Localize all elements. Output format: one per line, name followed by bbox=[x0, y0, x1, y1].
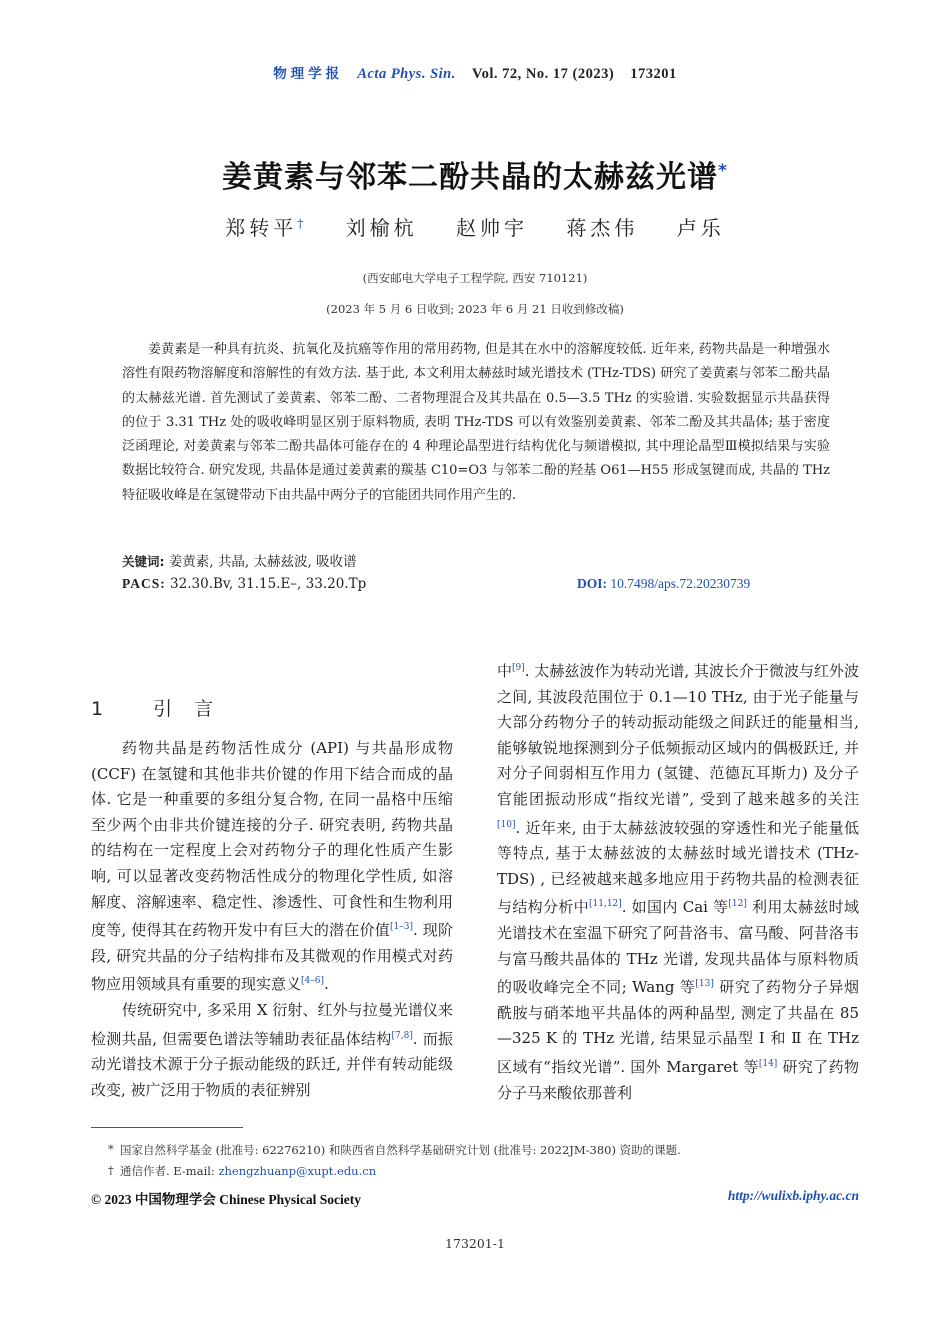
paragraph: 药物共晶是药物活性成分 (API) 与共晶形成物 (CCF) 在氢键和其他非共价键的作用下结合而成的晶体. 它是一种重要的多组分复合物, 在同一晶格中压缩至少两个由非共价键连接的分子. 研究表明, 药物共晶的结构在一定程度上会对药物分子的理化性质产生影响, 可以显著改变药物活性成分的物理化学性质, 如溶解度、溶解速率、稳定性、渗透性、可食性和生物利用度等, 使得其在药物开发中有巨大的潜在价值[1–3]. 现阶段, 研究共晶的分子结构排布及其微观的作用模式对药物应用领域具有重要的现实意义[4–6]. bbox=[91, 739, 453, 994]
keywords-label: 关键词: bbox=[122, 554, 165, 569]
paper-title-text: 姜黄素与邻苯二酚共晶的太赫兹光谱 bbox=[222, 160, 719, 195]
keywords-text: 姜黄素, 共晶, 太赫兹波, 吸收谱 bbox=[168, 554, 357, 570]
section-number: 1 bbox=[91, 698, 126, 720]
paragraph: 传统研究中, 多采用 X 衍射、红外与拉曼光谱仪来检测共晶, 但需要色谱法等辅助表征晶体结构[7,8]. 而振动光谱技术源于分子振动能级的跃迁, 并伴有转动能级改变, 被广泛用于物质的表征辨别 bbox=[91, 1000, 453, 1099]
affiliation: (西安邮电大学电子工程学院, 西安 710121) bbox=[362, 271, 588, 285]
footnote-text: 国家自然科学基金 (批准号: 62276210) 和陕西省自然科学基础研究计划 (批准号: 2022JM-380) 资助的课题. bbox=[120, 1143, 681, 1157]
corresponding-mark: † bbox=[297, 216, 308, 231]
citation-link[interactable]: [9] bbox=[512, 663, 525, 673]
title-footnote-mark: * bbox=[718, 161, 728, 181]
page-number: 173201-1 bbox=[445, 1236, 505, 1251]
author-list bbox=[0, 212, 950, 241]
pacs-label: PACS: bbox=[122, 576, 166, 591]
footnote-mark: † bbox=[108, 1163, 114, 1177]
citation-link[interactable]: [4–6] bbox=[301, 976, 324, 987]
pacs-text: 32.30.Bv, 31.15.E–, 33.20.Tp bbox=[170, 576, 367, 592]
doi-label: DOI: bbox=[577, 576, 607, 591]
section-title: 引言 bbox=[153, 698, 236, 720]
citation-link[interactable]: [7,8] bbox=[391, 1030, 413, 1041]
section-heading bbox=[91, 694, 235, 721]
paper-title bbox=[0, 152, 950, 196]
journal-name-cn: 物理学报 bbox=[273, 66, 344, 82]
received-dates: (2023 年 5 月 6 日收到; 2023 年 6 月 21 日收到修改稿) bbox=[326, 302, 624, 316]
article-number: 173201 bbox=[630, 66, 677, 82]
author: 蒋杰伟 bbox=[566, 216, 639, 240]
right-column bbox=[497, 656, 859, 1106]
citation-link[interactable]: [1–3] bbox=[390, 922, 413, 933]
abstract: 姜黄素是一种具有抗炎、抗氧化及抗癌等作用的常用药物, 但是其在水中的溶解度较低. 近年来, 药物共晶是一种增强水溶性有限药物溶解度和溶解性的有效方法. 基于此, 本文利用太赫兹时域光谱技术 (THz-TDS) 研究了姜黄素与邻苯二酚共晶的太赫兹光谱. 首先测试了姜黄素、邻苯二酚、二者物理混合及其共晶在 0.5—3.5 THz 的实验谱. 实验数据显示共晶获得的位于 3.31 THz 处的吸收峰明显区别于原料物质, 表明 THz-TDS 可以有效鉴别姜黄素、邻苯二酚及其共晶体; 基于密度泛函理论, 对姜黄素与邻苯二酚共晶体可能存在的 4 种理论晶型进行结构优化与频谱模拟, 其中理论晶型Ⅲ模拟结果与实验数据比较符合. 研究发现, 共晶体是通过姜黄素的羰基 C10=O3 与邻苯二酚的羟基 O61—H55 形成氢键而成, 共晶的 THz 特征吸收峰是在氢键带动下由共晶中两分子的官能团共同作用产生的. bbox=[122, 342, 830, 503]
citation-link[interactable]: [11,12] bbox=[589, 899, 622, 910]
doi-link[interactable]: 10.7498/aps.72.20230739 bbox=[610, 576, 751, 591]
footnote-funding bbox=[108, 1142, 681, 1158]
email-link[interactable]: zhengzhuanp@xupt.edu.cn bbox=[218, 1164, 377, 1178]
footnote-divider bbox=[91, 1127, 243, 1128]
keywords bbox=[122, 550, 357, 570]
footnote-text: 通信作者. E-mail: bbox=[120, 1164, 219, 1178]
pacs bbox=[122, 576, 366, 592]
footnote-mark: * bbox=[108, 1142, 114, 1156]
copyright: © 2023 中国物理学会 Chinese Physical Society bbox=[91, 1192, 361, 1207]
citation-link[interactable]: [10] bbox=[497, 819, 516, 830]
author: 赵帅宇 bbox=[456, 216, 528, 240]
author: 刘榆杭 bbox=[345, 216, 418, 240]
author: 郑转平† bbox=[225, 216, 308, 240]
citation-link[interactable]: [13] bbox=[695, 979, 714, 990]
journal-name-en: Acta Phys. Sin. bbox=[357, 66, 456, 82]
author: 卢乐 bbox=[676, 216, 725, 240]
paragraph: 中[9]. 太赫兹波作为转动光谱, 其波长介于微波与红外波之间, 其波段范围位于 0.1—10 THz, 由于光子能量与大部分药物分子的转动振动能级之间跃迁的能量相当, 能够敏锐地探测到分子低频振动区域内的偶极跃迁, 并对分子间弱相互作用力 (氢键、范德瓦耳斯力) 及分子官能团振动形成“指纹光谱”, 受到了越来越多的关注[10]. 近年来, 由于太赫兹波较强的穿透性和光子能量低等特点, 基于太赫兹波的太赫兹时域光谱技术 (THz-TDS) , 已经被越来越多地应用于药物共晶的检测表征与结构分析中[11,12]. 如国内 Cai 等[12] 利用太赫兹时域光谱技术在室温下研究了阿昔洛韦、富马酸、阿昔洛韦与富马酸共晶体的 THz 光谱, 发现共晶体与原料物质的吸收峰完全不同; Wang 等[13] 研究了药物分子异烟酰胺与硝苯地平共晶体的两种晶型, 测定了共晶在 85—325 K 的 THz 光谱, 结果显示晶型 Ⅰ 和 Ⅱ 在 THz 区域有“指纹光谱”. 国外 Margaret 等[14] 研究了药物分子马来酸依那普利 bbox=[497, 662, 859, 1102]
journal-header bbox=[0, 62, 950, 83]
volume-info: Vol. 72, No. 17 (2023) bbox=[471, 66, 615, 82]
citation-link[interactable]: [12] bbox=[728, 899, 747, 910]
citation-link[interactable]: [14] bbox=[758, 1058, 778, 1069]
left-column bbox=[91, 736, 453, 1103]
website-link[interactable]: http://wulixb.iphy.ac.cn bbox=[727, 1188, 859, 1203]
doi bbox=[577, 576, 750, 592]
footnote-corresponding bbox=[108, 1163, 377, 1179]
